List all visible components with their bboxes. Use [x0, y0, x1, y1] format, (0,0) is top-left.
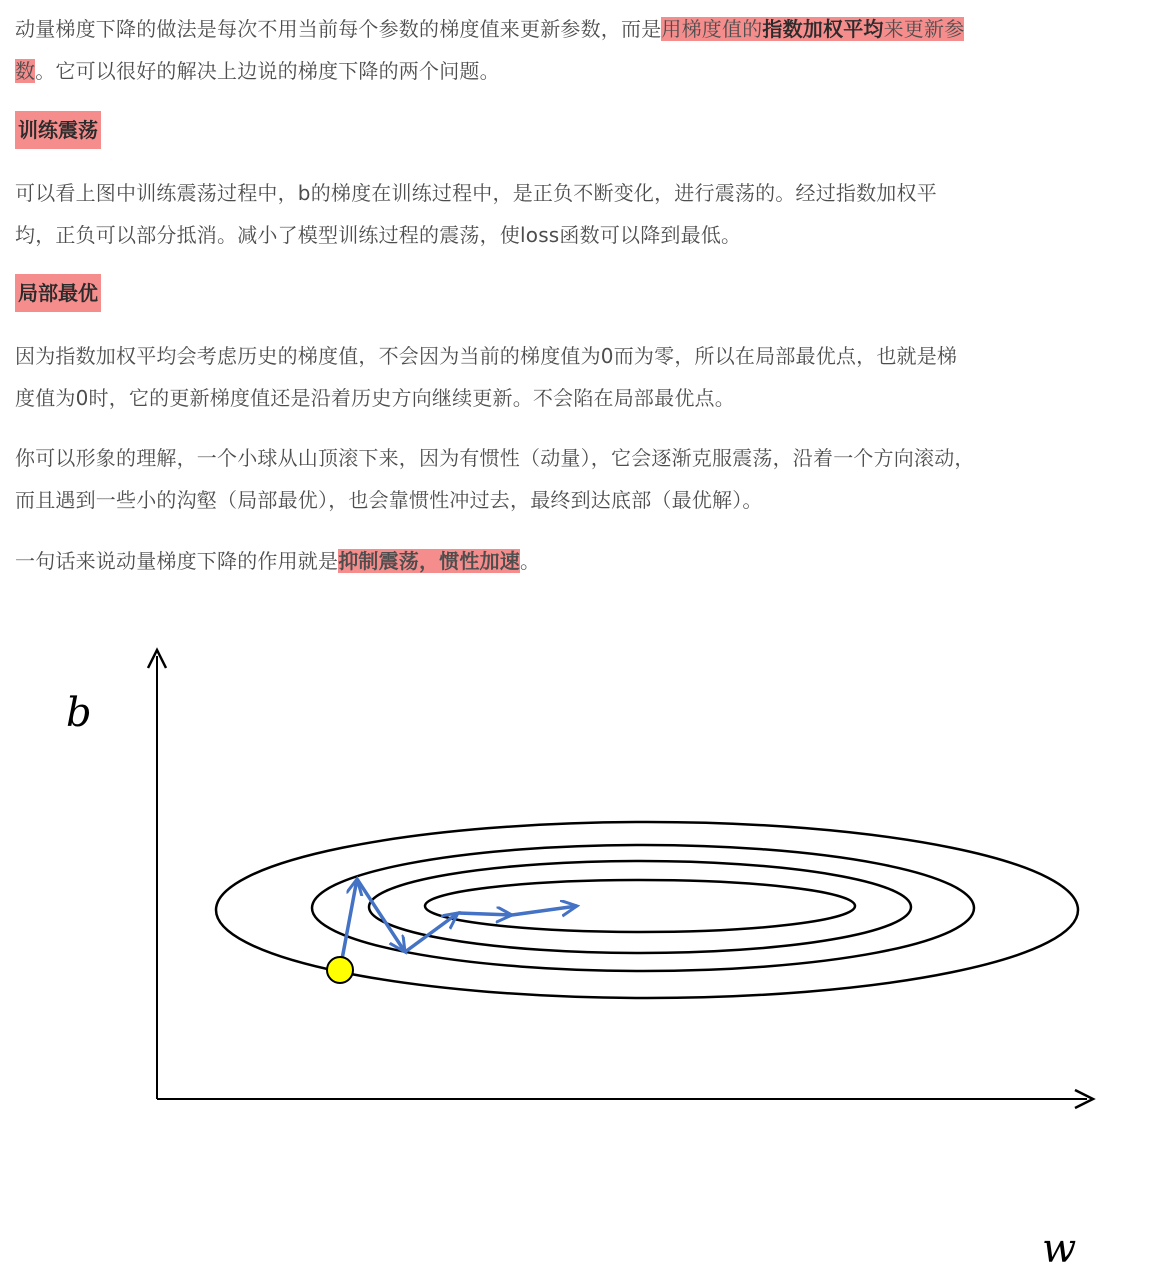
intro-text-end: 。它可以很好的解决上边说的梯度下降的两个问题。 [35, 59, 500, 83]
local-optimum-line-2: 度值为0时，它的更新梯度值还是沿着历史方向继续更新。不会陷在局部最优点。 [15, 386, 735, 410]
highlight-ewa [661, 17, 964, 41]
intro-text: 动量梯度下降的做法是每次不用当前每个参数的梯度值来更新参数，而是 [15, 17, 662, 41]
paragraph-summary [15, 540, 540, 582]
momentum-arrow-4 [458, 913, 512, 915]
bold-ewa: 指数加权平均 [762, 17, 884, 41]
heading-local-optimum: 局部最优 [15, 274, 101, 312]
oscillation-line-2: 均，正负可以部分抵消。减小了模型训练过程的震荡，使loss函数可以降到最低。 [15, 223, 742, 247]
analogy-line-1: 你可以形象的理解，一个小球从山顶滚下来，因为有惯性（动量），它会逐渐克服震荡，沿着一个方向滚动， [15, 446, 975, 470]
momentum-diagram [0, 600, 1173, 1287]
paragraph-oscillation [15, 172, 937, 256]
summary-text-end: 。 [520, 549, 541, 573]
highlight-summary: 抑制震荡，惯性加速 [338, 549, 521, 573]
contour-inner [425, 880, 855, 932]
x-axis-label: w [1042, 1226, 1077, 1272]
heading-training-oscillation: 训练震荡 [15, 111, 101, 149]
ball [327, 957, 353, 983]
analogy-line-2: 而且遇到一些小的沟壑（局部最优），也会靠惯性冲过去，最终到达底部（最优解）。 [15, 488, 763, 512]
y-axis-label: b [66, 690, 92, 736]
summary-text: 一句话来说动量梯度下降的作用就是 [15, 549, 339, 573]
contour-3 [369, 861, 911, 953]
paragraph-local-optimum [15, 335, 957, 419]
paragraph-intro [15, 8, 964, 92]
highlight-text-d: 数 [15, 59, 36, 83]
momentum-arrow-5 [512, 906, 577, 915]
paragraph-ball-analogy [15, 437, 975, 521]
highlight-text-a: 用梯度值的 [661, 17, 763, 41]
oscillation-line-1: 可以看上图中训练震荡过程中，b的梯度在训练过程中，是正负不断变化，进行震荡的。经过指数加权平 [15, 181, 937, 205]
local-optimum-line-1: 因为指数加权平均会考虑历史的梯度值，不会因为当前的梯度值为0而为零，所以在局部最优点，也就是梯 [15, 344, 958, 368]
highlight-text-c: 来更新参 [883, 17, 965, 41]
